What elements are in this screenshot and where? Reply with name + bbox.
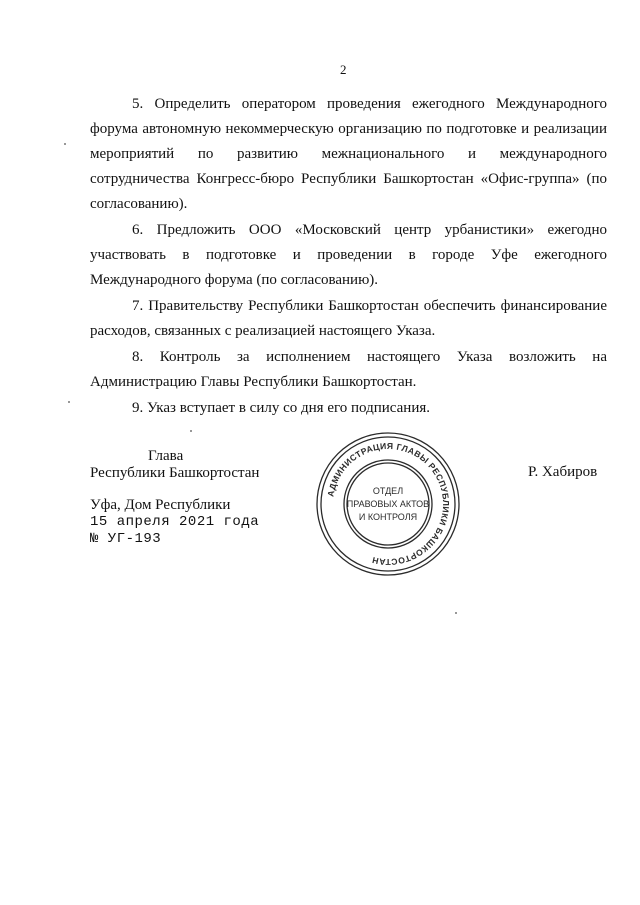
seal-center-line-1: ОТДЕЛ [372,486,404,496]
paragraph-6: 6. Предложить ООО «Московский центр урбанистики» ежегодно участвовать в подготовке и проведении в городе Уфе ежегодного Международного форума (по согласованию). [90,222,607,288]
issue-number: № УГ-193 [90,531,162,547]
paragraph-8: 8. Контроль за исполнением настоящего Указа возложить на Администрацию Главы Республики Башкортостан. [90,349,607,390]
paragraph-7: 7. Правительству Республики Башкортостан обеспечить финансирование расходов, связанных с реализацией настоящего Указа. [90,298,607,339]
seal-center-line-2: ПРАВОВЫХ АКТОВ [346,499,430,509]
seal-ring-text: АДМИНИСТРАЦИЯ ГЛАВЫ РЕСПУБЛИКИ БАШКОРТОСТАН [325,440,452,568]
signatory-name: Р. Хабиров [528,464,598,480]
paragraph-9: 9. Указ вступает в силу со дня его подписания. [132,400,430,416]
page-number: 2 [340,62,347,77]
scan-speck [68,401,70,403]
issue-details [90,497,259,548]
decree-body [90,92,607,422]
signatory-position [90,448,259,482]
issue-date: 15 апреля 2021 года [90,514,260,530]
seal-center-line-3: И КОНТРОЛЯ [358,512,418,522]
paragraph-5: 5. Определить оператором проведения ежегодного Международного форума автономную некоммерческую организацию по подготовке и реализации мероприятий по развитию межнационального и международного сотрудничества Конгресс-бюро Республики Башкортостан «Офис-группа» (по согласованию). [90,96,607,212]
scan-speck [455,612,457,614]
issue-place: Уфа, Дом Республики [90,497,231,513]
scan-speck [64,143,66,145]
signatory-title: Глава [148,448,184,464]
official-seal [314,430,462,578]
scan-speck [190,430,192,432]
signatory-region: Республики Башкортостан [90,465,260,481]
